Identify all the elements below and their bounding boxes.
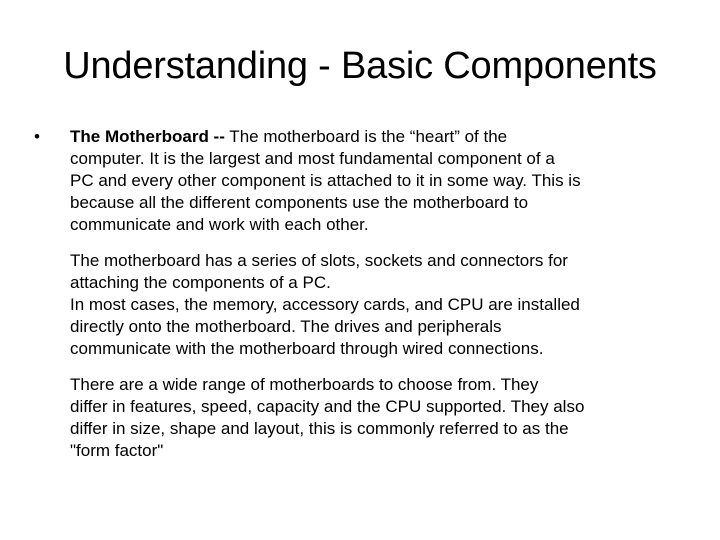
paragraph-slots-line-2: attaching the components of a PC. [70,273,331,292]
paragraph-slots-line-4: directly onto the motherboard. The drives and peripherals [70,317,502,336]
paragraph-slots-line-3: In most cases, the memory, accessory cards, and CPU are installed [70,295,580,314]
paragraph-slots-line-5: communicate with the motherboard through wired connections. [70,339,544,358]
paragraph-slots-line-1: The motherboard has a series of slots, sockets and connectors for [70,251,568,270]
paragraph-intro-line-1 [70,126,694,148]
slide-body [34,126,694,462]
bullet-lead: The Motherboard -- [70,127,225,146]
paragraph-intro-line-2: computer. It is the largest and most fundamental component of a [70,149,555,168]
bullet-item-motherboard [34,126,694,462]
paragraph-intro-line-3: PC and every other component is attached to it in some way. This is [70,171,581,190]
paragraph-intro-text-1: The motherboard is the “heart” of the [224,127,508,146]
paragraph-range-line-2: differ in features, speed, capacity and the CPU supported. They also [70,397,585,416]
paragraph-intro-line-4: because all the different components use the motherboard to [70,193,529,212]
paragraph-range [70,374,694,462]
bullet-marker: • [34,127,40,146]
paragraph-range-line-3: differ in size, shape and layout, this is commonly referred to as the [70,419,569,438]
paragraph-range-line-4: "form factor" [70,441,164,460]
paragraph-intro [70,126,694,236]
paragraph-range-line-1: There are a wide range of motherboards to choose from. They [70,375,539,394]
paragraph-slots [70,250,694,360]
slide-title: Understanding - Basic Components [63,45,657,87]
paragraph-intro-line-5: communicate and work with each other. [70,215,369,234]
